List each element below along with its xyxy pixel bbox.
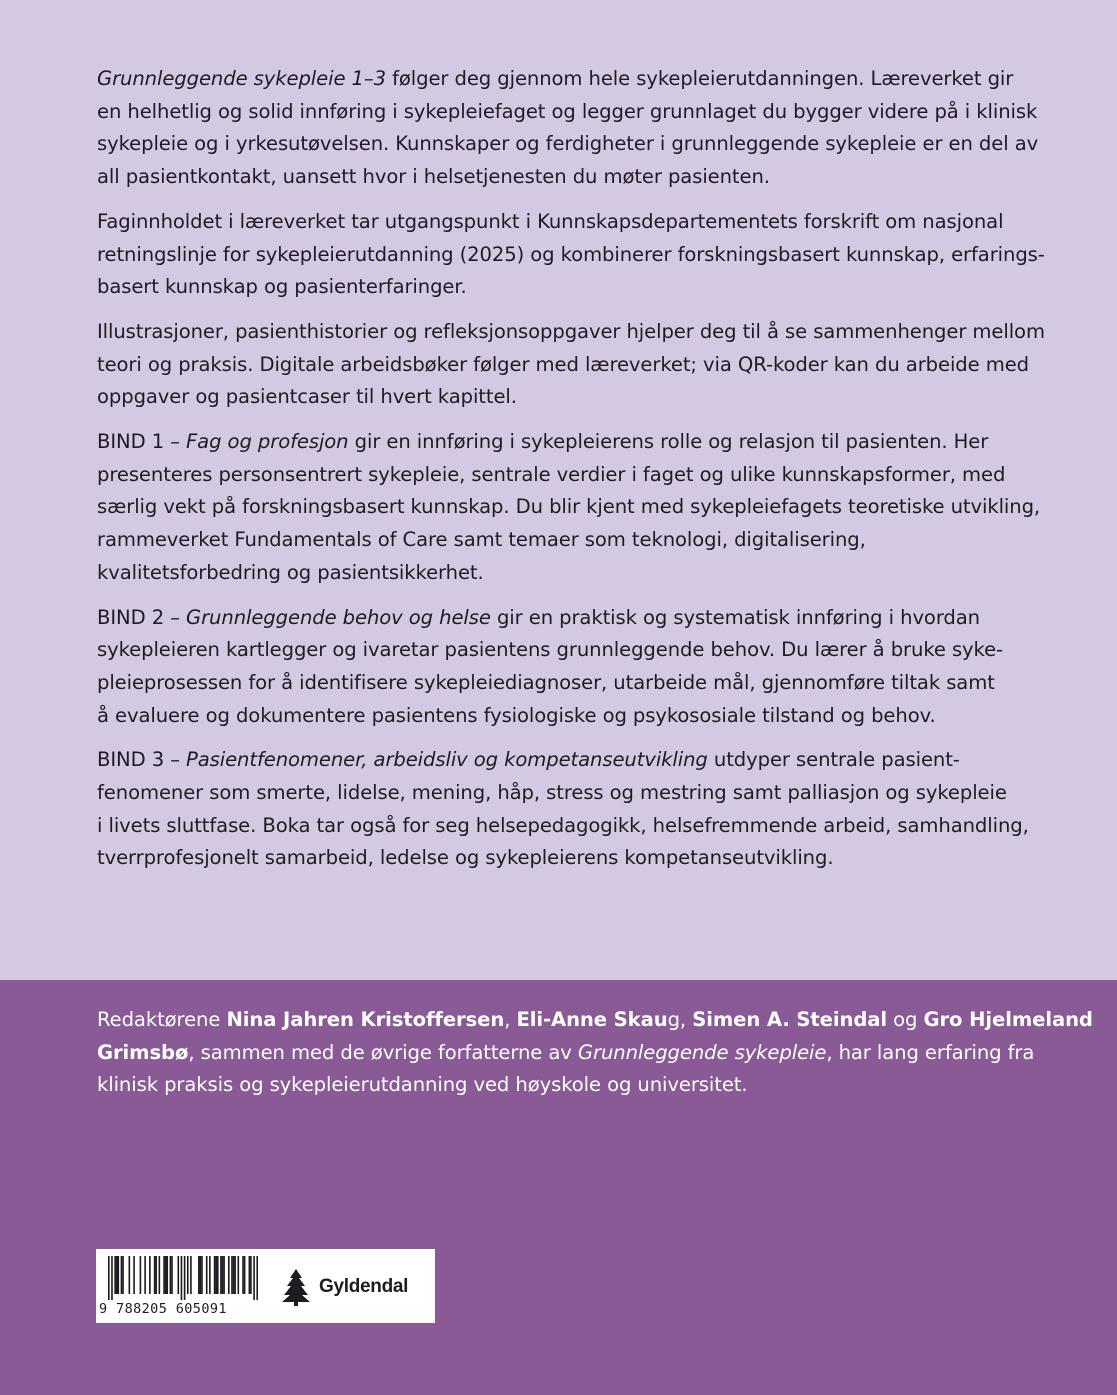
italic-title: Grunnleggende sykepleie bbox=[577, 1040, 827, 1064]
barcode-bar bbox=[181, 1256, 183, 1300]
barcode-bar bbox=[114, 1256, 116, 1294]
barcode-bar bbox=[155, 1256, 157, 1294]
description-paragraph bbox=[97, 316, 1047, 414]
text-line bbox=[97, 777, 1047, 810]
text-line bbox=[97, 602, 1047, 635]
text-line bbox=[97, 316, 1047, 349]
text-span: gir en praktisk og systematisk innføring i hvordan bbox=[490, 605, 980, 629]
text-span: fenomener som smerte, lidelse, mening, håp, stress og mestring samt palliasjon og sykepleie bbox=[97, 781, 1007, 805]
tree-icon bbox=[279, 1268, 313, 1306]
text-span: basert kunnskap og pasienterfaringer. bbox=[97, 275, 467, 299]
text-span: kvalitetsforbedring og pasientsikkerhet. bbox=[97, 560, 484, 584]
text-span: Illustrasjoner, pasienthistorier og refleksjonsoppgaver hjelper deg til å se sammenhenger mellom bbox=[97, 319, 1045, 343]
barcode-bar bbox=[253, 1256, 255, 1300]
barcode-bar bbox=[201, 1256, 203, 1294]
text-span: , bbox=[504, 1008, 517, 1031]
text-line bbox=[97, 744, 1047, 777]
barcode-bar bbox=[187, 1256, 189, 1294]
italic-title: Grunnleggende behov og helse bbox=[186, 605, 491, 629]
publisher-name: Gyldendal bbox=[319, 1276, 409, 1297]
text-line bbox=[97, 426, 1047, 459]
text-span: Redaktørene bbox=[97, 1008, 227, 1031]
text-span: følger deg gjennom hele sykepleierutdanningen. Læreverket gir bbox=[385, 67, 1014, 90]
text-span: og bbox=[887, 1008, 924, 1031]
isbn-number: 9 788205 605091 bbox=[99, 1301, 227, 1317]
barcode-bar bbox=[154, 1256, 156, 1294]
barcode-bar bbox=[200, 1256, 202, 1294]
description-paragraph bbox=[97, 63, 1047, 194]
text-span: en helhetlig og solid innføring i sykepleiefaget og legger grunnlaget du bygger videre på i klinisk bbox=[97, 99, 1038, 123]
barcode-bar bbox=[129, 1256, 131, 1294]
barcode-bar bbox=[144, 1256, 146, 1294]
text-span: BIND 1 – bbox=[97, 430, 187, 454]
barcode-bar bbox=[140, 1256, 142, 1294]
italic-title: Grunnleggende sykepleie 1–3 bbox=[97, 67, 386, 90]
barcode-bar bbox=[163, 1256, 165, 1294]
italic-title: Fag og profesjon bbox=[186, 430, 349, 454]
publisher-logo bbox=[279, 1267, 408, 1307]
barcode-bar bbox=[220, 1256, 222, 1294]
barcode-bar bbox=[165, 1256, 167, 1294]
description-paragraph bbox=[97, 744, 1047, 875]
barcode-bar bbox=[222, 1256, 224, 1294]
text-span: tverrprofesjonelt samarbeid, ledelse og sykepleierens kompetanseutvikling. bbox=[97, 846, 834, 870]
text-span: Faginnholdet i læreverket tar utgangspunkt i Kunnskapsdepartementets forskrift om nasjonal bbox=[97, 209, 1004, 233]
barcode-bar bbox=[214, 1256, 216, 1294]
text-span: utdyper sentrale pasient- bbox=[707, 748, 960, 772]
barcode-icon bbox=[108, 1256, 258, 1300]
barcode-bar bbox=[159, 1256, 161, 1294]
text-span: retningslinje for sykepleierutdanning (2025) og kombinerer forskningsbasert kunnskap, erfarings- bbox=[97, 242, 1045, 266]
barcode-bar bbox=[223, 1256, 225, 1294]
text-line bbox=[97, 491, 1047, 524]
barcode-bar bbox=[133, 1256, 135, 1294]
barcode-bar bbox=[250, 1256, 252, 1294]
text-line bbox=[97, 271, 1047, 304]
barcode-bar bbox=[242, 1256, 244, 1294]
barcode-bar bbox=[121, 1256, 123, 1294]
text-span: i livets sluttfase. Boka tar også for seg helsepedagogikk, helsefremmende arbeid, samhandling, bbox=[97, 813, 1029, 837]
text-span: klinisk praksis og sykepleierutdanning ved høyskole og universitet. bbox=[97, 1073, 748, 1097]
text-line bbox=[97, 810, 1047, 843]
text-span: teori og praksis. Digitale arbeidsbøker følger med læreverket; via QR-koder kan du arbeide med bbox=[97, 352, 1029, 376]
barcode-bar bbox=[171, 1256, 173, 1294]
text-line bbox=[97, 1069, 1047, 1102]
text-line bbox=[97, 524, 1047, 557]
text-span: pleieprosessen for å identifisere sykepleiediagnoser, utarbeide mål, gjennomføre tiltak samt bbox=[97, 670, 995, 694]
barcode-bar bbox=[256, 1256, 258, 1300]
barcode-bar bbox=[177, 1256, 179, 1294]
barcode-bar bbox=[249, 1256, 251, 1294]
text-span: gir en innføring i sykepleierens rolle og relasjon til pasienten. Her bbox=[348, 430, 989, 454]
text-line bbox=[97, 96, 1047, 129]
barcode-bar bbox=[244, 1256, 246, 1294]
barcode-bar bbox=[122, 1256, 124, 1294]
text-span: g, bbox=[667, 1008, 693, 1031]
text-span: sykepleie og i yrkesutøvelsen. Kunnskaper og ferdigheter i grunnleggende sykepleie er en del av bbox=[97, 132, 1039, 156]
text-span: sykepleieren kartlegger og ivaretar pasientens grunnleggende behov. Du lærer å bruke syke- bbox=[97, 638, 1004, 662]
text-span: , har lang erfaring fra bbox=[826, 1040, 1035, 1064]
text-line bbox=[97, 842, 1047, 875]
barcode-bar bbox=[198, 1256, 200, 1294]
description-paragraph bbox=[97, 426, 1047, 590]
text-span: presenteres personsentrert sykepleie, sentrale verdier i faget og ulike kunnskapsformer, med bbox=[97, 462, 1006, 486]
text-line bbox=[97, 557, 1047, 590]
text-line bbox=[97, 1037, 1047, 1070]
text-span: å evaluere og dokumentere pasientens fysiologiske og psykososiale tilstand og behov. bbox=[97, 703, 936, 727]
text-line bbox=[97, 63, 1047, 96]
barcode-bar bbox=[206, 1256, 208, 1294]
description-paragraph bbox=[97, 602, 1047, 733]
text-line bbox=[97, 667, 1047, 700]
barcode-bar bbox=[170, 1256, 172, 1294]
barcode-bar bbox=[233, 1256, 235, 1294]
text-line bbox=[97, 349, 1047, 382]
text-span: BIND 2 – bbox=[97, 605, 187, 629]
barcode-bar bbox=[217, 1256, 219, 1294]
barcode-bar bbox=[228, 1256, 230, 1294]
text-line bbox=[97, 634, 1047, 667]
text-line bbox=[97, 161, 1047, 194]
text-span: BIND 3 – bbox=[97, 748, 187, 772]
editor-name: Nina Jahren Kristoffersen bbox=[226, 1008, 505, 1031]
text-line bbox=[97, 700, 1047, 733]
barcode-bar bbox=[184, 1256, 186, 1300]
editors-panel bbox=[0, 980, 1117, 1395]
text-line bbox=[97, 239, 1047, 272]
text-span: særlig vekt på forskningsbasert kunnskap. Du blir kjent med sykepleiefagets teoretiske utvikling, bbox=[97, 495, 1041, 519]
text-line bbox=[97, 206, 1047, 239]
barcode-bar bbox=[111, 1256, 113, 1300]
barcode-bar bbox=[149, 1256, 151, 1294]
barcode-bar bbox=[166, 1256, 168, 1294]
text-line bbox=[97, 128, 1047, 161]
text-span: rammeverket Fundamentals of Care samt temaer som teknologi, digitalisering, bbox=[97, 528, 866, 552]
editor-name: Simen A. Steindal bbox=[692, 1008, 887, 1031]
editors-text bbox=[97, 1004, 1093, 1102]
barcode-bar bbox=[237, 1256, 239, 1294]
text-line bbox=[97, 1004, 1093, 1037]
editor-name: Grimsbø bbox=[97, 1040, 189, 1064]
barcode-bar bbox=[116, 1256, 118, 1294]
barcode-bar bbox=[190, 1256, 192, 1294]
italic-title: Pasientfenomener, arbeidsliv og kompetanseutvikling bbox=[186, 748, 708, 772]
text-line bbox=[97, 381, 1047, 414]
editor-name: Eli-Anne Skau bbox=[516, 1008, 668, 1031]
text-span: oppgaver og pasientcaser til hvert kapittel. bbox=[97, 385, 517, 409]
barcode-bar bbox=[231, 1256, 233, 1294]
barcode-bar bbox=[234, 1256, 236, 1294]
text-span: all pasientkontakt, uansett hvor i helsetjenesten du møter pasienten. bbox=[97, 165, 770, 189]
barcode-bar bbox=[117, 1256, 119, 1294]
barcode-label bbox=[96, 1249, 435, 1323]
description-text bbox=[97, 63, 1047, 875]
description-paragraph bbox=[97, 206, 1047, 304]
barcode-bar bbox=[215, 1256, 217, 1294]
editor-name: Gro Hjelmeland bbox=[923, 1008, 1093, 1031]
barcode-bar bbox=[209, 1256, 211, 1294]
text-span: , sammen med de øvrige forfatterne av bbox=[188, 1040, 578, 1064]
text-line bbox=[97, 459, 1047, 492]
barcode-bar bbox=[108, 1256, 110, 1300]
